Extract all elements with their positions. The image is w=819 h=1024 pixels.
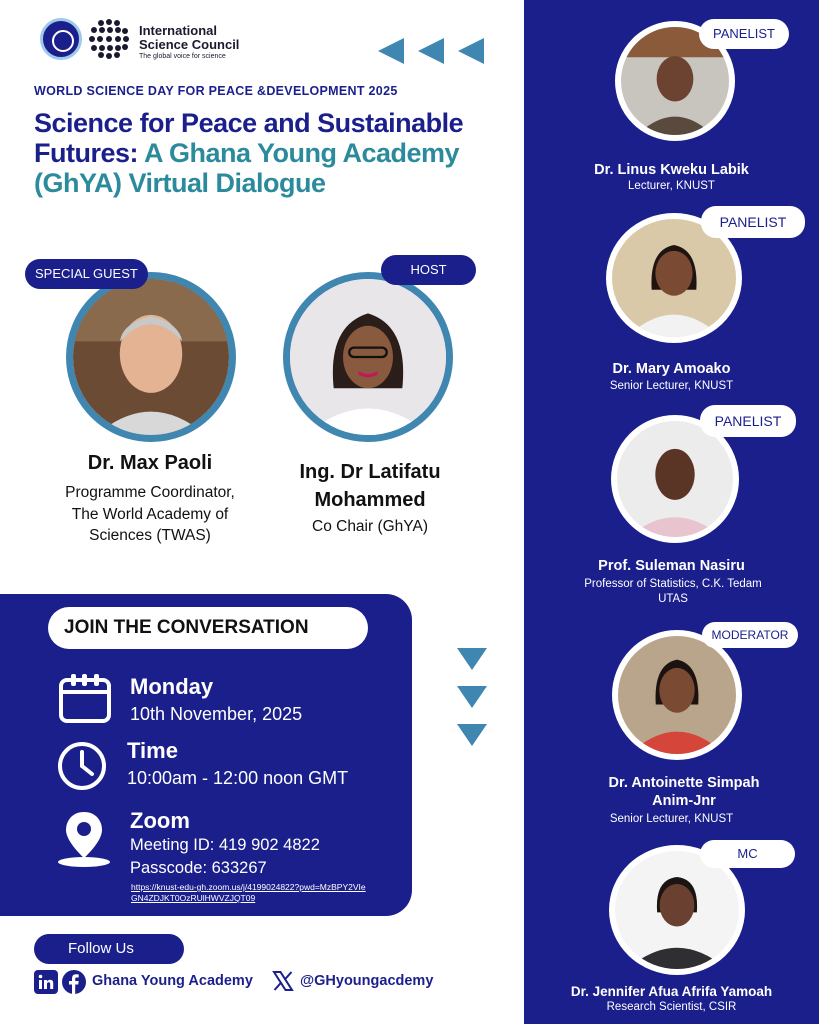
meeting-passcode: Passcode: 633267: [130, 859, 267, 877]
isc-name-line1: International: [139, 23, 218, 38]
isc-dots-logo: [88, 18, 130, 60]
facebook-icon[interactable]: [62, 970, 86, 994]
location-pin-icon: [56, 808, 112, 868]
page-title: [34, 108, 494, 198]
isc-name-line2: Science Council: [139, 37, 240, 52]
zoom-link[interactable]: https://knust-edu-gh.zoom.us/j/4199024822?pwd=MzBPY2VIeGN4ZDJKT0OzRUlHWVZJQT09: [131, 882, 366, 903]
linkedin-icon[interactable]: [34, 970, 58, 994]
panelist-role-badge: PANELIST: [700, 405, 796, 437]
isc-tagline: The global voice for science: [139, 53, 226, 60]
clock-icon: [56, 740, 108, 792]
follow-us-label: Follow Us: [34, 934, 184, 964]
down-arrows-decoration: [455, 646, 489, 750]
event-time: 10:00am - 12:00 noon GMT: [127, 768, 349, 788]
follow-x-handle[interactable]: @GHyoungacdemy: [300, 973, 434, 989]
special-guest-role: Programme Coordinator, The World Academy of Sciences (TWAS): [65, 484, 235, 544]
panelist-role-badge: PANELIST: [701, 206, 805, 238]
host-photo: [283, 272, 453, 442]
mc-name: Dr. Jennifer Afua Afrifa Yamoah: [570, 984, 773, 999]
panelist-name: Dr. Mary Amoako: [612, 361, 731, 377]
panelist-role-badge: PANELIST: [699, 19, 789, 49]
moderator-photo: [612, 630, 742, 760]
mc-role-badge: MC: [700, 840, 795, 868]
title-part-1: Science for Peace and Sustainable Futures:: [34, 108, 464, 168]
title-part-2: A Ghana Young Academy (GhYA) Virtual Dialogue: [34, 138, 460, 198]
platform-label: Zoom: [130, 808, 190, 833]
host-badge: HOST: [381, 255, 476, 285]
left-arrows-decoration: [378, 38, 488, 64]
follow-org-name[interactable]: Ghana Young Academy: [92, 973, 253, 989]
special-guest-badge: SPECIAL GUEST: [25, 259, 148, 289]
special-guest-photo: [66, 272, 236, 442]
panelist-name: Dr. Linus Kweku Labik: [594, 162, 749, 178]
time-label: Time: [127, 738, 178, 763]
event-date: 10th November, 2025: [130, 704, 303, 724]
x-twitter-icon[interactable]: [272, 970, 294, 992]
academy-seal-logo: [40, 18, 82, 60]
panelist-title: Lecturer, KNUST: [628, 180, 715, 192]
mc-title: Research Scientist, CSIR: [606, 1001, 737, 1013]
meeting-id: Meeting ID: 419 902 4822: [130, 836, 320, 854]
panelist-name: Prof. Suleman Nasiru: [598, 558, 745, 574]
calendar-icon: [58, 672, 112, 724]
isc-org-name: [139, 24, 259, 52]
panelist-title: Professor of Statistics, C.K. Tedam UTAS: [584, 578, 762, 605]
moderator-name: Dr. Antoinette Simpah Anim-Jnr: [608, 775, 760, 809]
moderator-title: Senior Lecturer, KNUST: [609, 813, 734, 825]
panelist-title: Senior Lecturer, KNUST: [609, 380, 734, 392]
day-label: Monday: [130, 674, 214, 699]
special-guest-name: Dr. Max Paoli: [87, 452, 213, 474]
join-heading: JOIN THE CONVERSATION: [48, 607, 368, 649]
host-role: Co Chair (GhYA): [312, 518, 428, 535]
host-name: Ing. Dr Latifatu Mohammed: [299, 461, 441, 511]
event-name: WORLD SCIENCE DAY FOR PEACE &DEVELOPMENT 2025: [34, 84, 398, 98]
moderator-role-badge: MODERATOR: [702, 622, 798, 648]
